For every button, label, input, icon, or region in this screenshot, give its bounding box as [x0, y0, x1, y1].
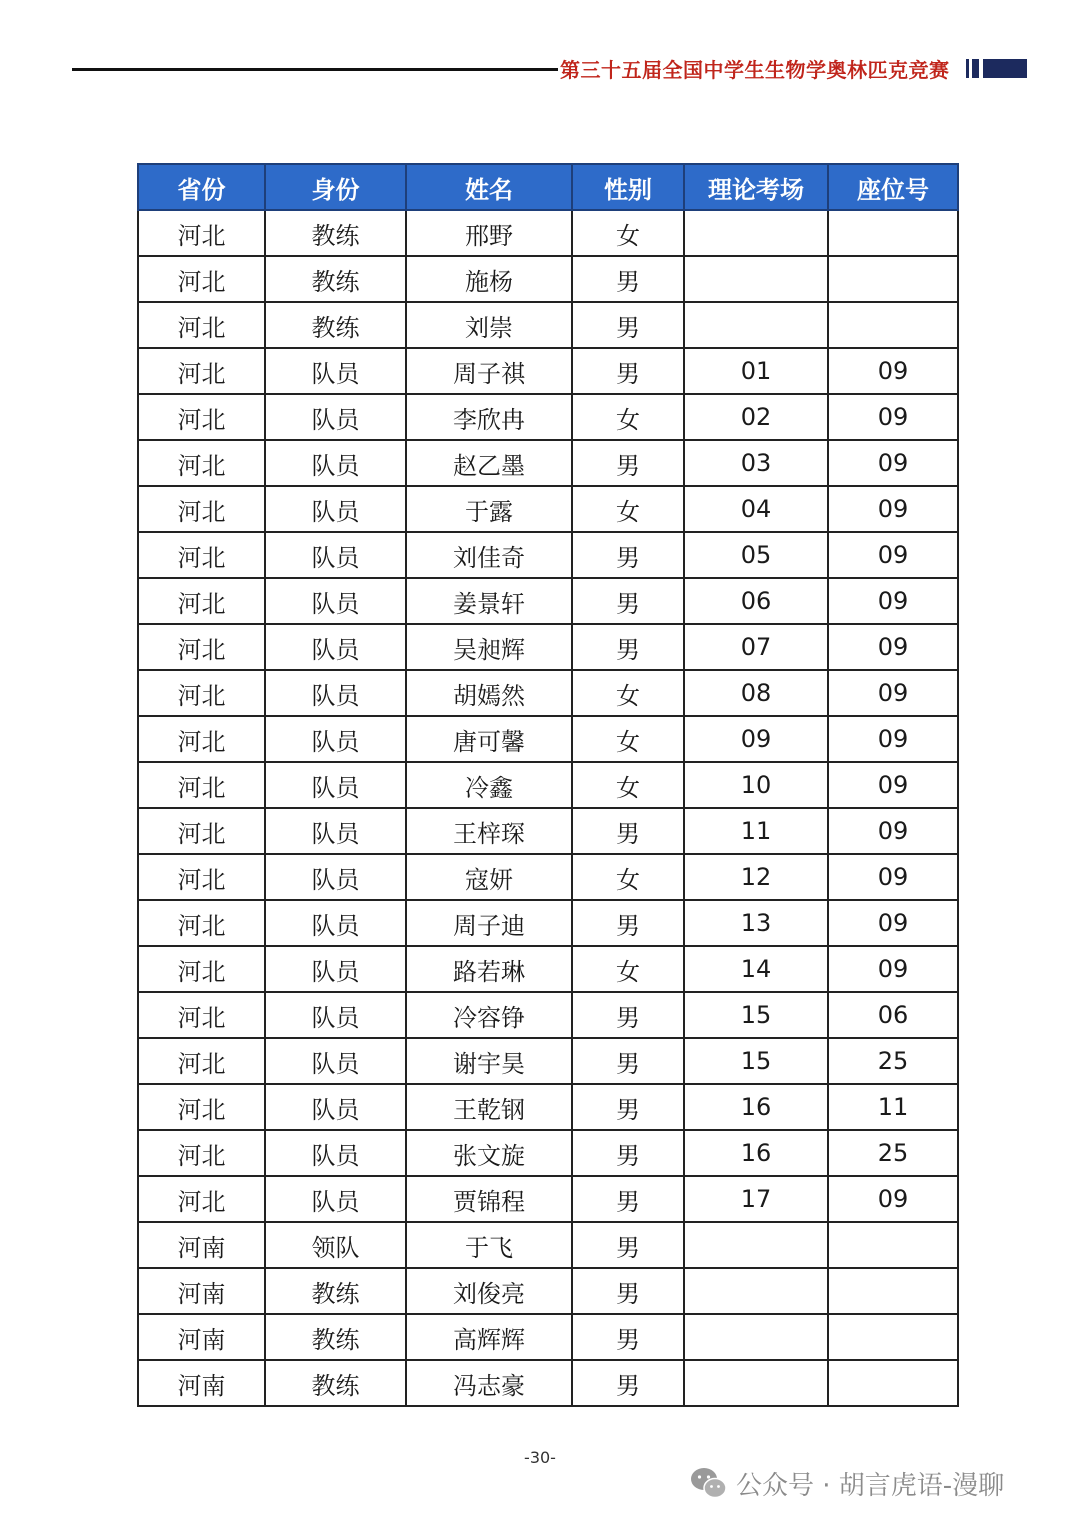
cell-name: 吴昶辉	[406, 624, 572, 670]
cell-name: 姜景轩	[406, 578, 572, 624]
cell-role: 队员	[265, 992, 406, 1038]
cell-seat: 09	[828, 624, 958, 670]
cell-name: 赵乙墨	[406, 440, 572, 486]
cell-gender: 男	[572, 578, 684, 624]
cell-gender: 男	[572, 440, 684, 486]
cell-seat: 09	[828, 670, 958, 716]
column-header-name: 姓名	[406, 164, 572, 210]
table-row	[138, 1176, 958, 1222]
table-row	[138, 854, 958, 900]
table-row	[138, 256, 958, 302]
table-body	[138, 210, 958, 1406]
cell-seat: 09	[828, 900, 958, 946]
cell-province: 河北	[138, 854, 265, 900]
cell-role: 教练	[265, 1314, 406, 1360]
cell-seat: 09	[828, 716, 958, 762]
cell-role: 队员	[265, 348, 406, 394]
cell-exam-room: 16	[684, 1084, 828, 1130]
table-row	[138, 992, 958, 1038]
cell-province: 河北	[138, 348, 265, 394]
cell-role: 教练	[265, 256, 406, 302]
cell-exam-room	[684, 1222, 828, 1268]
table-row	[138, 440, 958, 486]
table-row	[138, 900, 958, 946]
table-row	[138, 762, 958, 808]
cell-seat	[828, 302, 958, 348]
cell-role: 队员	[265, 808, 406, 854]
cell-exam-room	[684, 302, 828, 348]
cell-gender: 男	[572, 1268, 684, 1314]
cell-province: 河北	[138, 716, 265, 762]
cell-name: 冯志豪	[406, 1360, 572, 1406]
cell-role: 队员	[265, 578, 406, 624]
cell-role: 队员	[265, 900, 406, 946]
cell-province: 河北	[138, 532, 265, 578]
cell-province: 河北	[138, 394, 265, 440]
cell-exam-room: 05	[684, 532, 828, 578]
table-row	[138, 1222, 958, 1268]
cell-gender: 女	[572, 670, 684, 716]
cell-seat	[828, 210, 958, 256]
cell-role: 教练	[265, 302, 406, 348]
cell-gender: 男	[572, 1038, 684, 1084]
cell-name: 胡嫣然	[406, 670, 572, 716]
column-header-province: 省份	[138, 164, 265, 210]
cell-province: 河北	[138, 440, 265, 486]
cell-gender: 男	[572, 532, 684, 578]
cell-role: 教练	[265, 1360, 406, 1406]
cell-role: 队员	[265, 624, 406, 670]
cell-province: 河北	[138, 1130, 265, 1176]
cell-seat	[828, 1222, 958, 1268]
document-title: 第三十五届全国中学生生物学奥林匹克竞赛	[560, 58, 950, 82]
cell-province: 河北	[138, 1176, 265, 1222]
cell-seat: 09	[828, 1176, 958, 1222]
cell-exam-room: 09	[684, 716, 828, 762]
cell-name: 冷容铮	[406, 992, 572, 1038]
cell-name: 唐可馨	[406, 716, 572, 762]
cell-name: 路若琳	[406, 946, 572, 992]
table-row	[138, 394, 958, 440]
cell-exam-room	[684, 1314, 828, 1360]
cell-province: 河北	[138, 808, 265, 854]
cell-name: 邢野	[406, 210, 572, 256]
cell-province: 河北	[138, 486, 265, 532]
table-row	[138, 1130, 958, 1176]
page-number: -30-	[524, 1448, 556, 1467]
table-row	[138, 1084, 958, 1130]
cell-gender: 男	[572, 302, 684, 348]
cell-province: 河北	[138, 256, 265, 302]
cell-seat: 11	[828, 1084, 958, 1130]
cell-gender: 男	[572, 256, 684, 302]
cell-gender: 女	[572, 210, 684, 256]
cell-role: 队员	[265, 1176, 406, 1222]
cell-exam-room: 12	[684, 854, 828, 900]
cell-exam-room	[684, 1360, 828, 1406]
table-row	[138, 1268, 958, 1314]
cell-gender: 女	[572, 946, 684, 992]
cell-exam-room	[684, 256, 828, 302]
cell-name: 高辉辉	[406, 1314, 572, 1360]
cell-gender: 男	[572, 1222, 684, 1268]
cell-role: 队员	[265, 1084, 406, 1130]
cell-role: 队员	[265, 716, 406, 762]
watermark	[690, 1463, 1004, 1503]
cell-role: 队员	[265, 946, 406, 992]
cell-gender: 男	[572, 624, 684, 670]
cell-exam-room	[684, 210, 828, 256]
cell-gender: 男	[572, 992, 684, 1038]
cell-role: 领队	[265, 1222, 406, 1268]
cell-province: 河南	[138, 1268, 265, 1314]
cell-role: 队员	[265, 1130, 406, 1176]
cell-seat	[828, 1314, 958, 1360]
cell-exam-room: 04	[684, 486, 828, 532]
cell-exam-room: 01	[684, 348, 828, 394]
cell-role: 队员	[265, 762, 406, 808]
table-row	[138, 624, 958, 670]
cell-gender: 女	[572, 716, 684, 762]
header-rule	[72, 68, 558, 71]
cell-exam-room: 15	[684, 1038, 828, 1084]
cell-exam-room: 07	[684, 624, 828, 670]
cell-gender: 男	[572, 1314, 684, 1360]
cell-gender: 男	[572, 1176, 684, 1222]
cell-role: 队员	[265, 532, 406, 578]
cell-province: 河北	[138, 578, 265, 624]
table-row	[138, 1314, 958, 1360]
cell-name: 周子迪	[406, 900, 572, 946]
cell-province: 河南	[138, 1360, 265, 1406]
table-row	[138, 1360, 958, 1406]
cell-role: 教练	[265, 210, 406, 256]
cell-gender: 男	[572, 348, 684, 394]
cell-province: 河北	[138, 210, 265, 256]
cell-exam-room: 11	[684, 808, 828, 854]
cell-seat: 09	[828, 762, 958, 808]
column-header-gender: 性别	[572, 164, 684, 210]
table-row	[138, 946, 958, 992]
cell-name: 于露	[406, 486, 572, 532]
cell-role: 教练	[265, 1268, 406, 1314]
table-row	[138, 808, 958, 854]
table-row	[138, 670, 958, 716]
cell-exam-room: 06	[684, 578, 828, 624]
column-header-seat: 座位号	[828, 164, 958, 210]
cell-name: 施杨	[406, 256, 572, 302]
cell-seat: 09	[828, 486, 958, 532]
cell-province: 河北	[138, 900, 265, 946]
cell-province: 河北	[138, 624, 265, 670]
participant-table	[137, 163, 959, 1407]
cell-name: 寇妍	[406, 854, 572, 900]
cell-gender: 女	[572, 762, 684, 808]
cell-seat: 09	[828, 578, 958, 624]
table-row	[138, 1038, 958, 1084]
cell-role: 队员	[265, 670, 406, 716]
cell-name: 张文旋	[406, 1130, 572, 1176]
cell-gender: 男	[572, 1360, 684, 1406]
cell-gender: 女	[572, 486, 684, 532]
cell-gender: 男	[572, 1130, 684, 1176]
cell-name: 贾锦程	[406, 1176, 572, 1222]
cell-name: 刘俊亮	[406, 1268, 572, 1314]
cell-exam-room	[684, 1268, 828, 1314]
cell-seat: 09	[828, 808, 958, 854]
watermark-text: 公众号 · 胡言虎语-漫聊	[736, 1470, 1005, 1501]
table-row	[138, 578, 958, 624]
cell-name: 李欣冉	[406, 394, 572, 440]
cell-exam-room: 17	[684, 1176, 828, 1222]
cell-gender: 女	[572, 854, 684, 900]
cell-name: 刘佳奇	[406, 532, 572, 578]
cell-role: 队员	[265, 394, 406, 440]
cell-seat: 09	[828, 440, 958, 486]
cell-seat: 09	[828, 348, 958, 394]
cell-seat	[828, 1360, 958, 1406]
cell-name: 刘崇	[406, 302, 572, 348]
cell-exam-room: 10	[684, 762, 828, 808]
column-header-exam-room: 理论考场	[684, 164, 828, 210]
cell-province: 河北	[138, 1084, 265, 1130]
cell-province: 河北	[138, 1038, 265, 1084]
cell-gender: 女	[572, 394, 684, 440]
table-row	[138, 486, 958, 532]
cell-seat	[828, 256, 958, 302]
cell-exam-room: 14	[684, 946, 828, 992]
cell-role: 队员	[265, 1038, 406, 1084]
cell-seat: 09	[828, 854, 958, 900]
cell-province: 河北	[138, 670, 265, 716]
cell-seat: 09	[828, 394, 958, 440]
table-row	[138, 532, 958, 578]
column-header-role: 身份	[265, 164, 406, 210]
cell-exam-room: 13	[684, 900, 828, 946]
cell-name: 周子祺	[406, 348, 572, 394]
cell-seat	[828, 1268, 958, 1314]
cell-province: 河北	[138, 992, 265, 1038]
table-row	[138, 348, 958, 394]
cell-role: 队员	[265, 440, 406, 486]
cell-province: 河南	[138, 1222, 265, 1268]
cell-gender: 男	[572, 900, 684, 946]
cell-exam-room: 03	[684, 440, 828, 486]
cell-name: 王梓琛	[406, 808, 572, 854]
cell-exam-room: 08	[684, 670, 828, 716]
cell-seat: 06	[828, 992, 958, 1038]
table-row	[138, 210, 958, 256]
cell-exam-room: 02	[684, 394, 828, 440]
cell-province: 河北	[138, 762, 265, 808]
cell-name: 冷鑫	[406, 762, 572, 808]
cell-name: 谢宇昊	[406, 1038, 572, 1084]
cell-gender: 男	[572, 808, 684, 854]
table-header-row	[138, 164, 958, 210]
cell-exam-room: 15	[684, 992, 828, 1038]
header-decoration	[966, 59, 1027, 78]
table-row	[138, 716, 958, 762]
cell-gender: 男	[572, 1084, 684, 1130]
cell-exam-room: 16	[684, 1130, 828, 1176]
cell-seat: 09	[828, 532, 958, 578]
cell-name: 王乾钢	[406, 1084, 572, 1130]
cell-seat: 09	[828, 946, 958, 992]
wechat-icon	[690, 1466, 728, 1500]
cell-province: 河北	[138, 946, 265, 992]
cell-role: 队员	[265, 486, 406, 532]
cell-name: 于飞	[406, 1222, 572, 1268]
cell-seat: 25	[828, 1038, 958, 1084]
cell-role: 队员	[265, 854, 406, 900]
cell-seat: 25	[828, 1130, 958, 1176]
table-row	[138, 302, 958, 348]
cell-province: 河北	[138, 302, 265, 348]
cell-province: 河南	[138, 1314, 265, 1360]
